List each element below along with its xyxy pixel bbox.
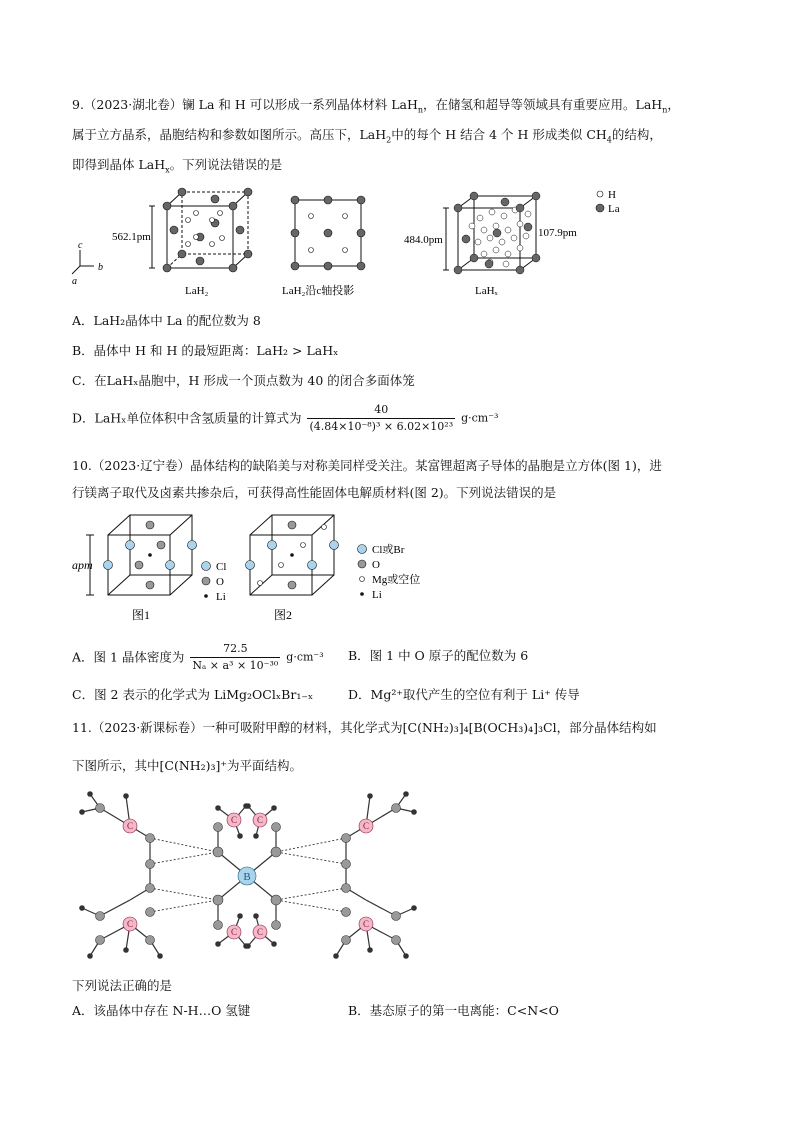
q9-option-a: A．LaH₂晶体中 La 的配位数为 8 xyxy=(72,313,261,328)
leg1-cl: Cl xyxy=(216,561,227,573)
svg-text:C: C xyxy=(230,927,238,937)
q9-option-d-fraction: $\frac{40}{\text{(4.84×10⁻⁸)³ × 6.02×10²³}}$ xyxy=(309,403,454,433)
fig1-atoms xyxy=(104,521,197,589)
fig1-legend xyxy=(202,562,211,598)
svg-text:C: C xyxy=(362,821,370,831)
leg1-li: Li xyxy=(216,591,226,603)
fig2-atoms xyxy=(246,521,339,589)
q11-question: 下列说法正确的是 xyxy=(72,978,173,993)
q11-structure-figure xyxy=(70,782,440,972)
leg2-li: Li xyxy=(372,589,382,601)
axis-icon xyxy=(72,250,94,274)
svg-text:C: C xyxy=(126,821,134,831)
q9-legend xyxy=(596,191,604,212)
q9-figure xyxy=(60,180,660,305)
fig2-legend xyxy=(358,545,367,596)
q10-option-d: D．Mg²⁺取代产生的空位有利于 Li⁺ 传导 xyxy=(348,687,580,702)
lahx-caption: LaHₓ xyxy=(475,285,498,297)
q9-line1: 9.（2023·湖北卷）镧 La 和 H 可以形成一系列晶体材料 LaH$_n$，在储氢和超导等领域具有重要应用。LaH$_n$， xyxy=(72,97,680,115)
q9-option-c: C．在LaHₓ晶胞中，H 形成一个顶点数为 40 的闭合多面体笼 xyxy=(72,373,415,388)
q9-line2: 属于立方晶系，晶胞结构和参数如图所示。高压下，LaH$_2$中的每个 H 结合 4 个 H 形成类似 $CH_4$的结构， xyxy=(72,127,662,145)
q9-option-d: D．LaHₓ单位体积中含氢质量的计算式为 $\frac{40}{\text{(4.84×10⁻⁸)³ × 6.02×10²³}}$ g·cm⁻³ xyxy=(72,403,499,433)
svg-text:C: C xyxy=(362,919,370,929)
b-label: B xyxy=(243,871,251,883)
q11-option-a: A．该晶体中存在 N-H…O 氢键 xyxy=(72,1003,251,1018)
q11-line2: 下图所示，其中[C(NH₂)₃]⁺为平面结构。 xyxy=(72,758,303,773)
q9-line3: 即得到晶体 LaH$_x$。下列说法错误的是 xyxy=(72,157,283,175)
leg2-clbr: Cl或Br xyxy=(372,544,405,556)
lahx-param: 484.0pm xyxy=(404,234,443,246)
lah2-param: 562.1pm xyxy=(112,231,151,243)
q11-line1: 11.（2023·新课标卷）一种可吸附甲醇的材料，其化学式为[C(NH₂)₃]₄[B(OCH₃)₄]₃Cl，部分晶体结构如 xyxy=(72,720,657,735)
q10-line1: 10.（2023·辽宁卷）晶体结构的缺陷美与对称美同样受关注。某富锂超离子导体的晶胞是立方体(图 1)，进 xyxy=(72,458,662,473)
axis-c-label: c xyxy=(78,240,83,251)
q10-option-a-fraction: $\frac{72.5}{\text{Nₐ × a³ × 10⁻³⁰}}$ xyxy=(192,642,279,672)
q10-line2: 行镁离子取代及卤素共掺杂后，可获得高性能固体电解质材料(图 2)。下列说法错误的是 xyxy=(72,485,557,500)
svg-text:C: C xyxy=(126,919,134,929)
leg2-o: O xyxy=(372,559,380,571)
lahx-param2: 107.9pm xyxy=(538,227,577,239)
legend-h: H xyxy=(608,189,616,201)
svg-text:C: C xyxy=(256,815,264,825)
legend-la: La xyxy=(608,203,620,215)
svg-text:C: C xyxy=(230,815,238,825)
leg2-mg: Mg或空位 xyxy=(372,574,421,586)
lah2-projection-caption: LaH₂沿c轴投影 xyxy=(282,285,355,297)
lahx-atoms xyxy=(454,192,540,274)
apm-label: apm xyxy=(72,558,93,572)
q11-option-b: B．基态原子的第一电离能：C<N<O xyxy=(348,1003,559,1018)
fig1-caption: 图1 xyxy=(132,608,151,622)
leg1-o: O xyxy=(216,576,224,588)
axis-b-label: b xyxy=(98,262,103,273)
q10-option-c: C．图 2 表示的化学式为 LiMg₂OClₓBr₁₋ₓ xyxy=(72,687,314,702)
svg-text:C: C xyxy=(256,927,264,937)
axis-a-label: a xyxy=(72,276,77,287)
q10-option-a: A．图 1 晶体密度为 $\frac{72.5}{\text{Nₐ × a³ × 10⁻³⁰}}$ g·cm⁻³ xyxy=(72,642,324,672)
lah2-projection xyxy=(291,196,365,270)
fig2-caption: 图2 xyxy=(274,608,293,622)
q10-figure xyxy=(70,505,470,630)
q9-option-b: B．晶体中 H 和 H 的最短距离：LaH₂ > LaHₓ xyxy=(72,343,339,358)
q10-option-b: B．图 1 中 O 原子的配位数为 6 xyxy=(348,648,529,663)
lah2-caption: LaH₂ xyxy=(185,285,209,297)
